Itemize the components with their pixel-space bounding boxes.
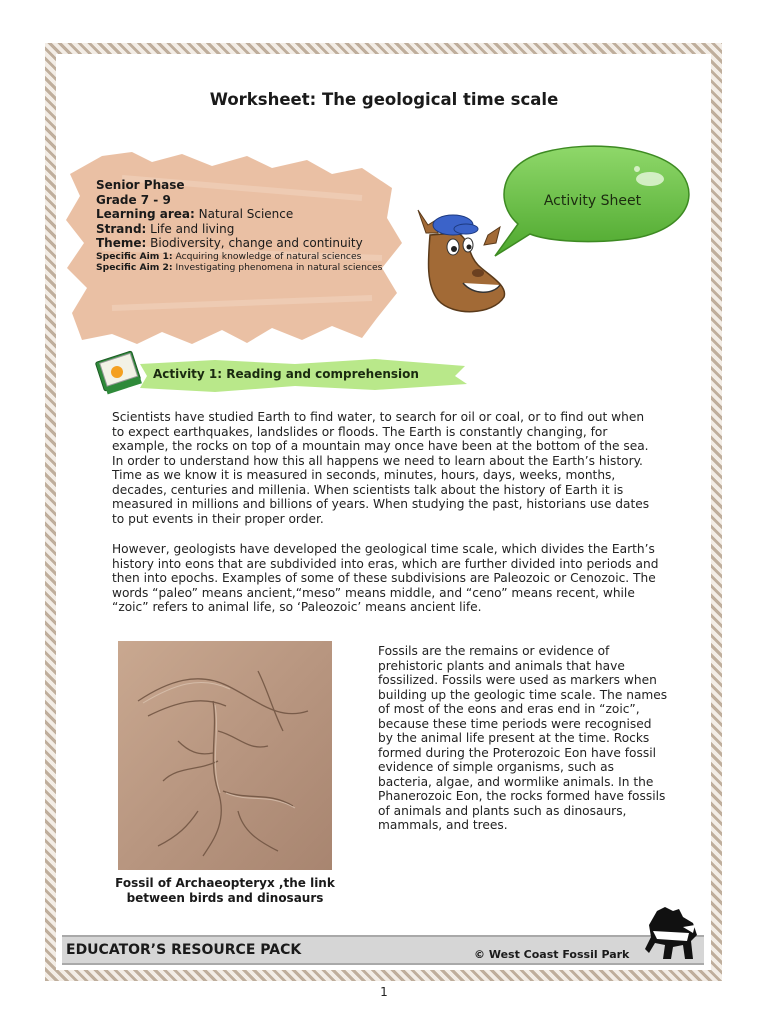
footer-title: EDUCATOR’S RESOURCE PACK: [66, 942, 302, 958]
strand-label: Strand:: [96, 221, 147, 236]
paragraph-2: However, geologists have developed the geological time scale, which divides the Earth’s history into eons that are subdivided into eras, which are further divided into periods and then into epochs. Examples of some of these subdivisions are Paleozoic or Cenozoic. The words “paleo” means ancient,“meso” means middle, and “ceno” means recent, while “zoic” refers to animal life, so ‘Paleozoic’ means ancient life.: [112, 542, 659, 614]
learning-area-label: Learning area:: [96, 207, 195, 222]
cartoon-mascot-icon: [408, 205, 518, 320]
theme-label: Theme:: [96, 236, 147, 251]
aim2-label: Specific Aim 2:: [96, 262, 173, 274]
bubble-label: Activity Sheet: [543, 193, 642, 209]
aim1-label: Specific Aim 1:: [96, 250, 173, 262]
aim2-value: Investigating phenomena in natural sciences: [175, 262, 383, 274]
activity-heading: Activity 1: Reading and comprehension: [153, 367, 419, 381]
strand-value: Life and living: [150, 221, 235, 236]
book-icon: [95, 351, 142, 394]
phase: Senior Phase: [96, 178, 185, 192]
footer-copyright: © West Coast Fossil Park: [474, 948, 630, 961]
theme-value: Biodiversity, change and continuity: [150, 236, 363, 251]
learning-area-value: Natural Science: [198, 207, 294, 222]
course-info: [96, 178, 406, 274]
archaeopteryx-fossil-image: [118, 641, 332, 870]
page-number: 1: [380, 985, 388, 999]
grade: Grade 7 - 9: [96, 192, 171, 207]
fossil-park-logo-icon: [643, 903, 701, 963]
paragraph-3: Fossils are the remains or evidence of prehistoric plants and animals that have fossilized. Fossils were used as markers when building up the geologic time scale. The names of most of the eons and eras end in “zoic”, because these time periods were recognised by the animal life present at the time. Rocks formed during the Proterozoic Eon have fossil evidence of simple organisms, such as bacteria, algae, and wormlike animals. In the Phanerozoic Eon, the rocks formed have fossils of animals and plants such as dinosaurs, mammals, and trees.: [378, 644, 668, 832]
aim1-value: Acquiring knowledge of natural sciences: [175, 250, 362, 262]
page-title: Worksheet: The geological time scale: [209, 90, 559, 109]
fossil-caption: Fossil of Archaeopteryx ,the link between birds and dinosaurs: [115, 876, 335, 905]
paragraph-1: Scientists have studied Earth to find water, to search for oil or coal, or to find out when to expect earthquakes, landslides or floods. The Earth is constantly changing, for example, the rocks on top of a mountain may once have been at the bottom of the sea. In order to understand how this all happens we need to learn about the Earth’s history. Time as we know it is measured in seconds, minutes, hours, days, weeks, months, decades, centuries and millenia. When scientists talk about the history of Earth it is measured in millions and billions of years. When studying the past, historians use dates to put events in their proper order.: [112, 410, 650, 526]
